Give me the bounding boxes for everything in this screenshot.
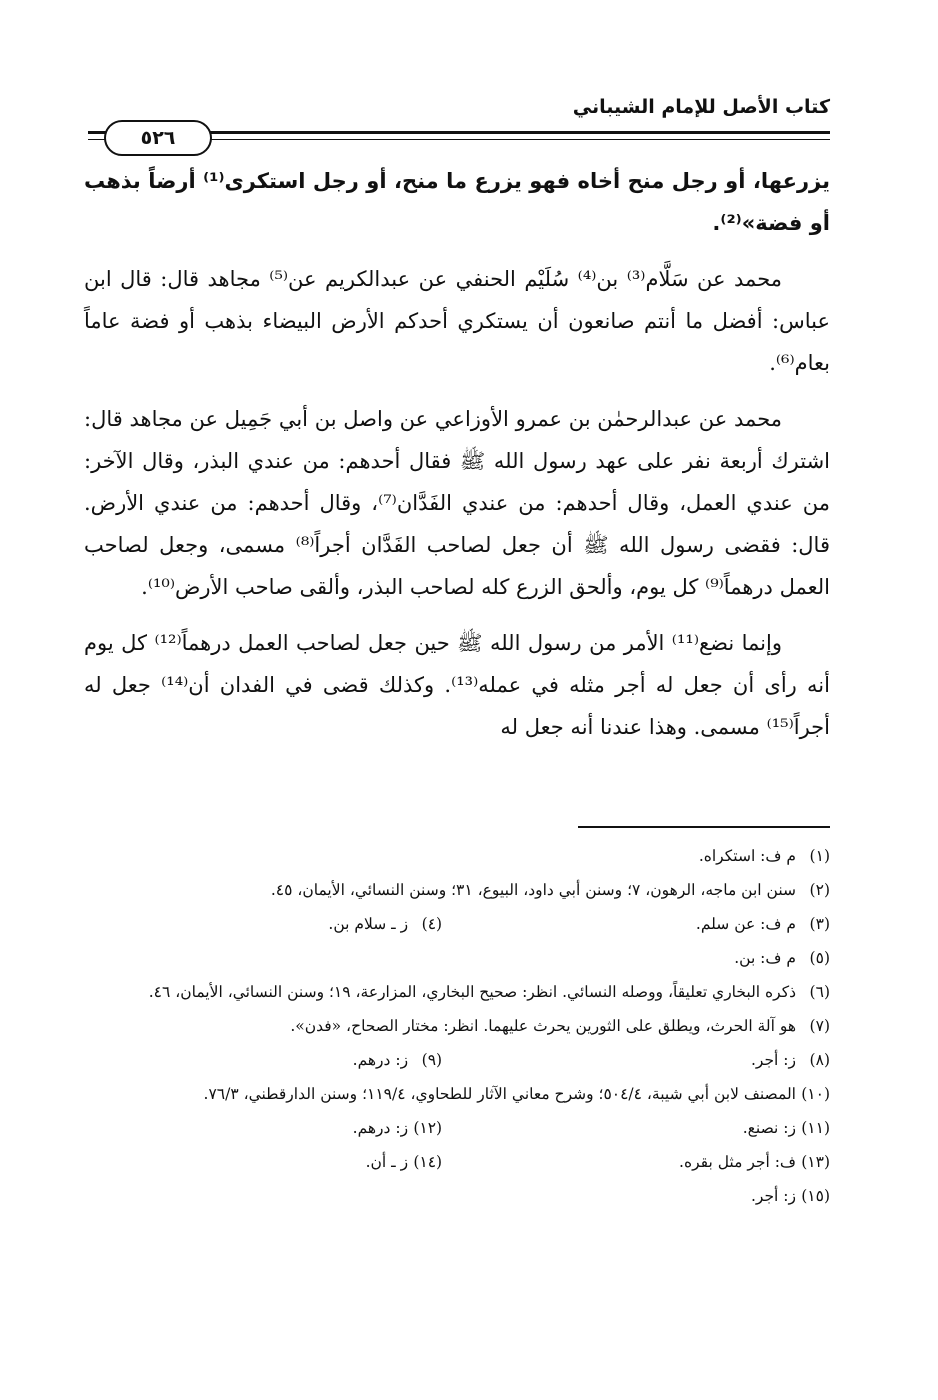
footnote-8 <box>442 1046 830 1074</box>
footnote-number: (٣) <box>809 915 830 933</box>
footnote-number: (١٣) <box>801 1153 830 1171</box>
footnotes <box>84 842 830 1216</box>
footnote-6 <box>84 978 830 1006</box>
footnote-number: (٥) <box>809 949 830 967</box>
footnote-row-11-12 <box>84 1114 830 1142</box>
footnote-text: ز: أجر. <box>750 1051 796 1069</box>
footnote-number: (١٥) <box>801 1187 830 1205</box>
footnote-10 <box>84 1080 830 1108</box>
footnote-text: المصنف لابن أبي شيبة، ٥٠٤/٤؛ وشرح معاني الآثار للطحاوي، ١١٩/٤؛ وسنن الدارقطني، ٧٦/٣. <box>203 1085 796 1103</box>
footnote-text: ذكره البخاري تعليقاً، ووصله النسائي. انظر: صحيح البخاري، المزارعة، ١٩؛ وسنن النسائي، الأيمان، ٤٦. <box>148 983 796 1001</box>
paragraph-2: محمد عن سَلَّام⁽³⁾ بن⁽⁴⁾ سُلَيْم الحنفي عن عبدالكريم عن⁽⁵⁾ مجاهد قال: قال ابن عباس: أفضل ما أنتم صانعون أن يستكري أحدكم الأرض البيضاء بذهب أو فضة عاماً بعام⁽⁶⁾. <box>84 267 830 375</box>
footnote-text: سنن ابن ماجه، الرهون، ٧؛ وسنن أبي داود، البيوع، ٣١؛ وسنن النسائي، الأيمان، ٤٥. <box>270 881 796 899</box>
footnote-number: (٤) <box>421 915 443 933</box>
paragraph-3: محمد عن عبدالرحمٰن بن عمرو الأوزاعي عن واصل بن أبي جَمِيل عن مجاهد قال: اشترك أربعة نفر على عهد رسول الله ﷺ فقال أحدهم: من عندي البذر، وقال الآخر: من عندي العمل، وقال أحدهم: من عندي الفَدَّان⁽⁷⁾، وقال أحدهم: من عندي الأرض. قال: فقضى رسول الله ﷺ أن جعل لصاحب الفَدَّان أجراً⁽⁸⁾ مسمى، وجعل لصاحب العمل درهماً⁽⁹⁾ كل يوم، وألحق الزرع كله لصاحب البذر، وألقى صاحب الأرض⁽¹⁰⁾. <box>84 407 830 599</box>
footnote-text: هو آلة الحرث، ويطلق على الثورين يحرث عليهما. انظر: مختار الصحاح، «فدن». <box>290 1017 796 1035</box>
footnote-number: (١) <box>809 847 830 865</box>
footnote-number: (١١) <box>801 1119 830 1137</box>
footnote-text: م ف: بن. <box>734 949 796 967</box>
footnote-number: (٢) <box>809 881 830 899</box>
footnote-2 <box>84 876 830 904</box>
footnote-text: ز ـ أن. <box>365 1153 409 1171</box>
footnote-9 <box>84 1046 442 1074</box>
footnote-7 <box>84 1012 830 1040</box>
footnote-number: (٨) <box>809 1051 830 1069</box>
footnote-text: ز: نصنع. <box>742 1119 796 1137</box>
paragraph-1: يزرعها، أو رجل منح أخاه فهو يزرع ما منح، أو رجل استكرى⁽¹⁾ أرضاً بذهب أو فضة»⁽²⁾. <box>84 169 830 235</box>
footnote-text: ز ـ سلام بن. <box>328 915 409 933</box>
footnote-text: ز: أجر. <box>750 1187 796 1205</box>
footnote-15 <box>84 1182 830 1210</box>
footnote-13 <box>442 1148 830 1176</box>
footnote-14 <box>84 1148 442 1176</box>
footnote-number: (١٤) <box>413 1153 443 1171</box>
running-title: كتاب الأصل للإمام الشيباني <box>572 96 830 118</box>
footnote-number: (٦) <box>809 983 830 1001</box>
footnote-text: م ف: استكراه. <box>698 847 796 865</box>
footnote-separator <box>578 826 830 828</box>
footnote-1 <box>84 842 830 870</box>
body-text <box>84 160 830 762</box>
footnote-number: (١٠) <box>801 1085 830 1103</box>
page-number: ٥٢٦ <box>104 120 212 156</box>
footnote-text: م ف: عن سلم. <box>695 915 796 933</box>
footnote-5 <box>84 944 830 972</box>
footnote-3 <box>442 910 830 938</box>
footnote-row-3-4 <box>84 910 830 938</box>
footnote-text: ف: أجر مثل بقره. <box>679 1153 796 1171</box>
footnote-11 <box>442 1114 830 1142</box>
footnote-row-8-9 <box>84 1046 830 1074</box>
footnote-number: (٩) <box>421 1051 443 1069</box>
footnote-row-13-14 <box>84 1148 830 1176</box>
footnote-number: (١٢) <box>413 1119 443 1137</box>
footnote-4 <box>84 910 442 938</box>
footnote-text: ز: درهم. <box>352 1051 409 1069</box>
footnote-text: ز: درهم. <box>352 1119 409 1137</box>
footnote-number: (٧) <box>809 1017 830 1035</box>
paragraph-4: وإنما نضع⁽¹¹⁾ الأمر من رسول الله ﷺ حين جعل لصاحب العمل درهماً⁽¹²⁾ كل يوم أنه رأى أن جعل له أجر مثله في عمله⁽¹³⁾. وكذلك قضى في الفدان أن⁽¹⁴⁾ جعل له أجراً⁽¹⁵⁾ مسمى. وهذا عندنا أنه جعل له <box>84 631 830 739</box>
footnote-12 <box>84 1114 442 1142</box>
